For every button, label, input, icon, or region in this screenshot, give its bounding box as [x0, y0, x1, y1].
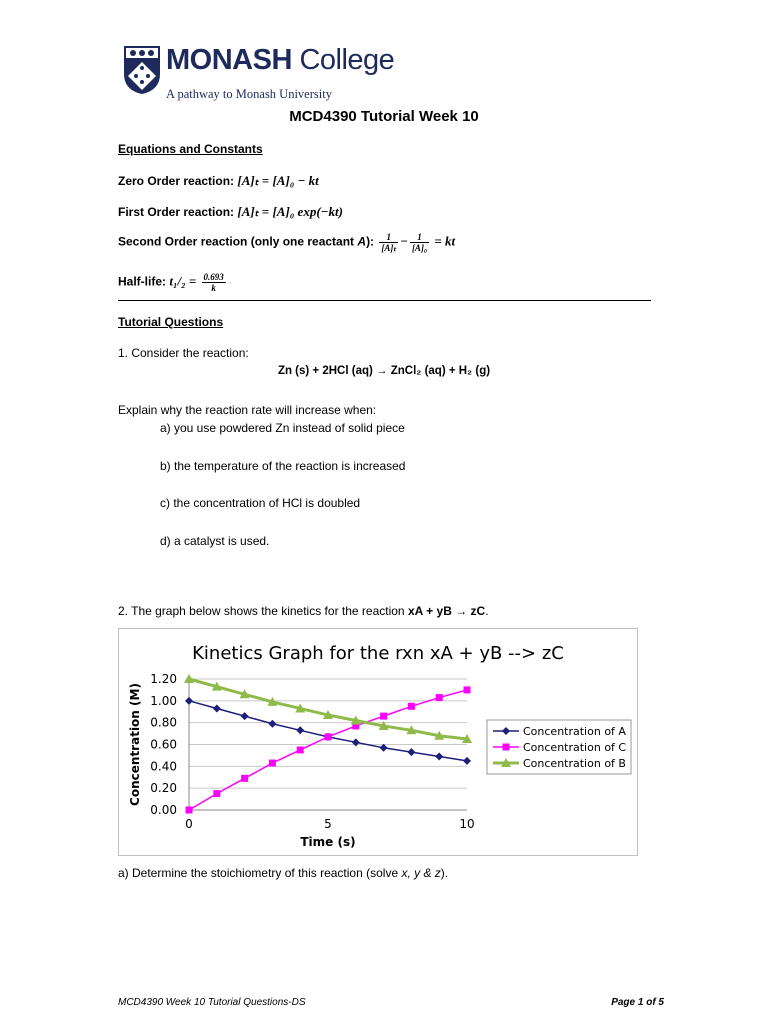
fraction-1-numerator: 1	[379, 232, 398, 243]
y-tick-label: 0.40	[150, 759, 177, 774]
question-2	[118, 604, 489, 618]
y-tick-label: 0.20	[150, 781, 177, 796]
y-tick-label: 0.60	[150, 737, 177, 752]
series-line	[189, 679, 467, 739]
data-point	[407, 748, 415, 756]
equations-heading: Equations and Constants	[118, 142, 263, 156]
brand-bold: MONASH	[166, 44, 292, 76]
question-2-text: 2. The graph below shows the kinetics for the reaction	[118, 604, 408, 618]
question-1: 1. Consider the reaction:	[118, 346, 249, 360]
series-line	[189, 690, 467, 810]
y-tick-label: 0.80	[150, 715, 177, 730]
kinetics-chart-svg	[119, 629, 637, 855]
x-tick-label: 5	[324, 817, 332, 831]
zero-order-label: Zero Order reaction:	[118, 174, 238, 188]
fraction-2-denominator: [A]₀	[411, 243, 428, 253]
second-order-line: Second Order reaction (only one reactant A): $\frac{1}{\text{[A]ₜ}}$ − $\frac{1}{\text{[A]₀}}$ = kt	[118, 232, 456, 253]
second-order-rhs: = kt	[431, 233, 456, 249]
data-point	[213, 790, 220, 797]
question-2-end: .	[485, 604, 489, 618]
question-1b: b) the temperature of the reaction is increased	[160, 459, 406, 473]
half-life-label: Half-life:	[118, 274, 170, 289]
zero-order-equation: [A]ₜ = [A]₀ − kt	[237, 173, 319, 188]
footer-page-number: Page 1 of 5	[611, 997, 664, 1008]
fraction-1-denominator: [A]ₜ	[381, 243, 397, 253]
data-point	[435, 753, 443, 761]
data-point	[241, 775, 248, 782]
data-point	[268, 720, 276, 728]
kinetics-chart	[118, 628, 638, 856]
series-line	[189, 701, 467, 761]
data-point	[325, 733, 332, 740]
legend-entry: Concentration of B	[523, 757, 626, 770]
question-2-reaction: xA + yB → zC	[407, 604, 486, 618]
half-life-denominator: k	[211, 283, 216, 293]
first-order-equation: [A]ₜ = [A]₀ exp(−kt)	[237, 204, 343, 219]
brand-name	[166, 44, 394, 77]
y-tick-label: 1.20	[150, 672, 177, 686]
second-order-fraction-1	[379, 232, 398, 253]
data-point	[296, 726, 304, 734]
chart-title: Kinetics Graph for the rxn xA + yB --> zC	[192, 643, 564, 664]
data-point	[352, 738, 360, 746]
legend-entry: Concentration of C	[523, 741, 627, 754]
second-order-fraction-2	[410, 232, 429, 253]
brand-light: College	[291, 44, 395, 76]
data-point	[436, 694, 443, 701]
question-1a: a) you use powdered Zn instead of solid piece	[160, 421, 405, 435]
first-order-line	[118, 204, 343, 220]
footer-course: MCD4390 Week 10 Tutorial Questions-DS	[118, 997, 306, 1008]
data-point	[380, 713, 387, 720]
x-tick-label: 0	[185, 817, 193, 831]
y-axis-label: Concentration (M)	[128, 683, 142, 806]
first-order-label: First Order reaction:	[118, 205, 238, 219]
half-life-lhs: t₁/₂ =	[169, 273, 200, 289]
crest-icon	[122, 44, 162, 96]
data-point	[213, 704, 221, 712]
reaction-equation: Zn (s) + 2HCl (aq) → ZnCl₂ (aq) + H₂ (g)	[277, 365, 491, 377]
question-1c: c) the concentration of HCl is doubled	[160, 496, 361, 510]
question-2a	[118, 866, 448, 880]
data-point	[297, 746, 304, 753]
question-1-explain: Explain why the reaction rate will increase when:	[118, 403, 377, 417]
question-2a-vars: x, y & z	[401, 866, 441, 880]
brand-tagline: A pathway to Monash University	[166, 87, 332, 101]
x-tick-label: 10	[459, 817, 475, 831]
second-order-label-a: A	[357, 234, 367, 249]
data-point	[269, 760, 276, 767]
question-1d: d) a catalyst is used.	[160, 534, 270, 548]
monash-logo	[122, 44, 162, 96]
data-point	[464, 686, 471, 693]
legend-marker	[503, 744, 510, 751]
data-point	[408, 703, 415, 710]
section-divider	[118, 300, 651, 301]
question-2a-end: ).	[440, 866, 449, 880]
second-order-label: Second Order reaction (only one reactant	[118, 234, 358, 249]
data-point	[185, 697, 193, 705]
fraction-2-numerator: 1	[410, 232, 429, 243]
data-point	[241, 712, 249, 720]
half-life-fraction	[202, 272, 226, 293]
second-order-label-end: ):	[366, 234, 378, 249]
y-tick-label: 1.00	[150, 693, 177, 708]
question-2a-text: a) Determine the stoichiometry of this reaction (solve	[118, 866, 402, 880]
document-title: MCD4390 Tutorial Week 10	[289, 108, 479, 125]
legend-entry: Concentration of A	[523, 725, 626, 738]
data-point	[186, 807, 193, 814]
x-axis-label: Time (s)	[300, 835, 356, 849]
zero-order-line	[118, 173, 319, 189]
half-life-numerator: 0.693	[203, 272, 224, 282]
half-life-line	[118, 272, 228, 293]
tutorial-heading: Tutorial Questions	[118, 315, 224, 329]
data-point	[463, 757, 471, 765]
y-tick-label: 0.00	[150, 803, 177, 817]
